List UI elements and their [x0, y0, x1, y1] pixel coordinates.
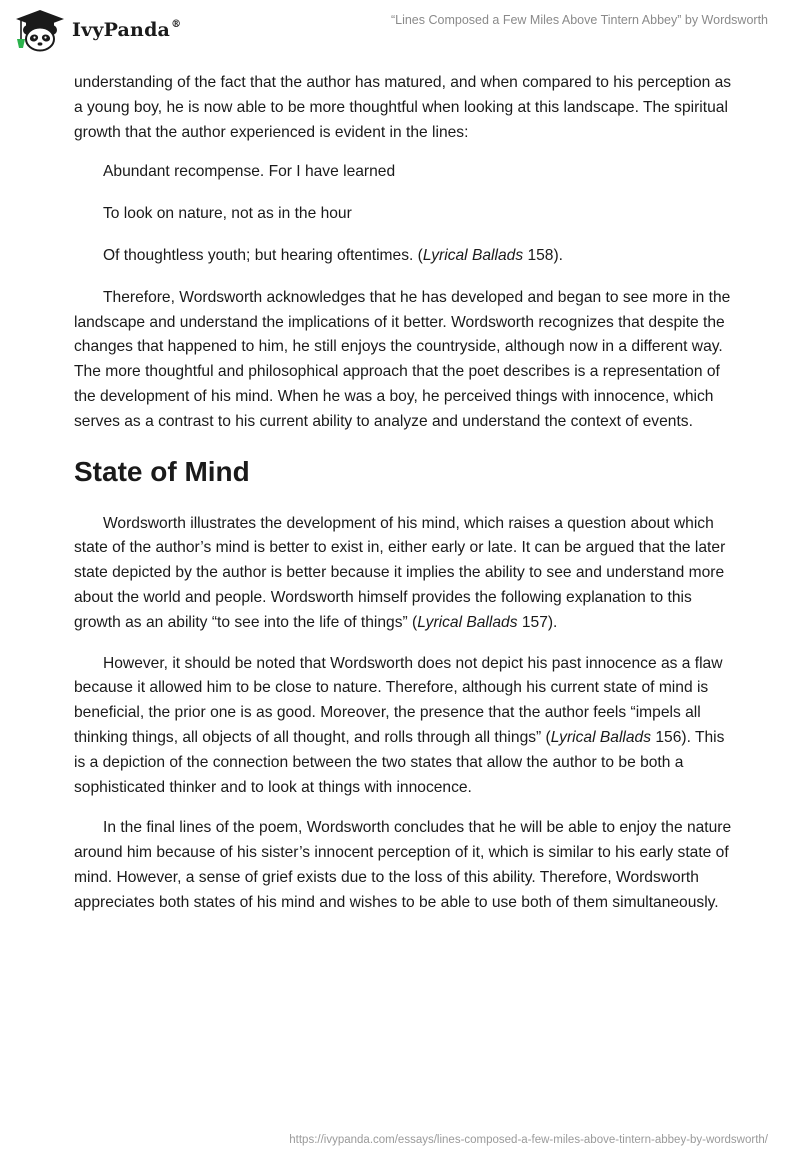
citation-title: Lyrical Ballads [417, 613, 518, 631]
paragraph-conclusion: In the final lines of the poem, Wordsworth concludes that he will be able to enjoy the nature around him because of his sister’s innocent perception of it, which is similar to his early state of mind. However, a sense of grief exists due to the loss of this ability. Therefore, Wordsworth appreciates both states of his mind and wishes to be able to use both of them simultaneously. [74, 819, 732, 911]
paragraph-text: However, it should be noted that Wordsworth does not depict his past innocence as a flaw because it allowed him to be close to nature. Therefore, although his current state of mind is beneficial, the prior one is as good. Moreover, the presence that the author feels “impels all thinking things, all objects of all thought, and rolls through all things” ( [74, 654, 723, 746]
brand-name [72, 19, 181, 41]
source-url[interactable]: https://ivypanda.com/essays/lines-composed-a-few-miles-above-tintern-abbey-by-wordsworth/ [289, 1134, 768, 1146]
citation-title: Lyrical Ballads [550, 728, 652, 746]
paragraph-continuation: understanding of the fact that the author has matured, and when compared to his perception as a young boy, he is now able to be more thoughtful when looking at this landscape. The spiritual growth that the author experienced is evident in the lines: [74, 74, 732, 141]
section-heading: State of Mind [74, 455, 250, 487]
citation-page: 158). [523, 246, 564, 264]
paragraph-state-of-mind [74, 512, 734, 636]
citation-title: Lyrical Ballads [422, 246, 524, 264]
quote-line-3-text: Of thoughtless youth; but hearing oftentimes. ( [103, 246, 423, 264]
page-header [0, 0, 800, 60]
quote-line-3 [74, 244, 734, 269]
panda-graduate-icon [14, 8, 66, 52]
paragraph-innocence [74, 652, 734, 801]
quote-line-2: To look on nature, not as in the hour [103, 205, 352, 223]
essay-body [74, 71, 734, 932]
registered-mark: ® [171, 19, 182, 30]
paragraph-development: Therefore, Wordsworth acknowledges that he has developed and began to see more in the landscape and understand the implications of it better. Wordsworth recognizes that despite the changes that happened to him, he still enjoys the countryside, although now in a different way. The more thoughtful and philosophical approach that the poet describes is a representation of the development of his mind. When he was a boy, he perceived things with innocence, which serves as a contrast to his current ability to analyze and understand the context of events. [74, 288, 731, 430]
paragraph-text: Wordsworth illustrates the development of his mind, which raises a question about which state of the author’s mind is better to exist in, either early or late. It can be argued that the later state depicted by the author is better because it implies the ability to see and understand more about the world and people. Wordsworth himself provides the following explanation to this growth as an ability “to see into the life of things” ( [74, 514, 726, 631]
citation-page: 156). This is a depiction of the connection between the two states that allow the author to be both a sophisticated thinker and to look at things with innocence. [74, 728, 725, 796]
document-title: “Lines Composed a Few Miles Above Tintern Abbey” by Wordsworth [390, 13, 768, 27]
quote-line-1: Abundant recompense. For I have learned [103, 163, 396, 181]
citation-page: 157). [517, 613, 558, 631]
brand-name-text: IvyPanda [72, 19, 171, 41]
ivypanda-logo[interactable] [14, 8, 181, 52]
